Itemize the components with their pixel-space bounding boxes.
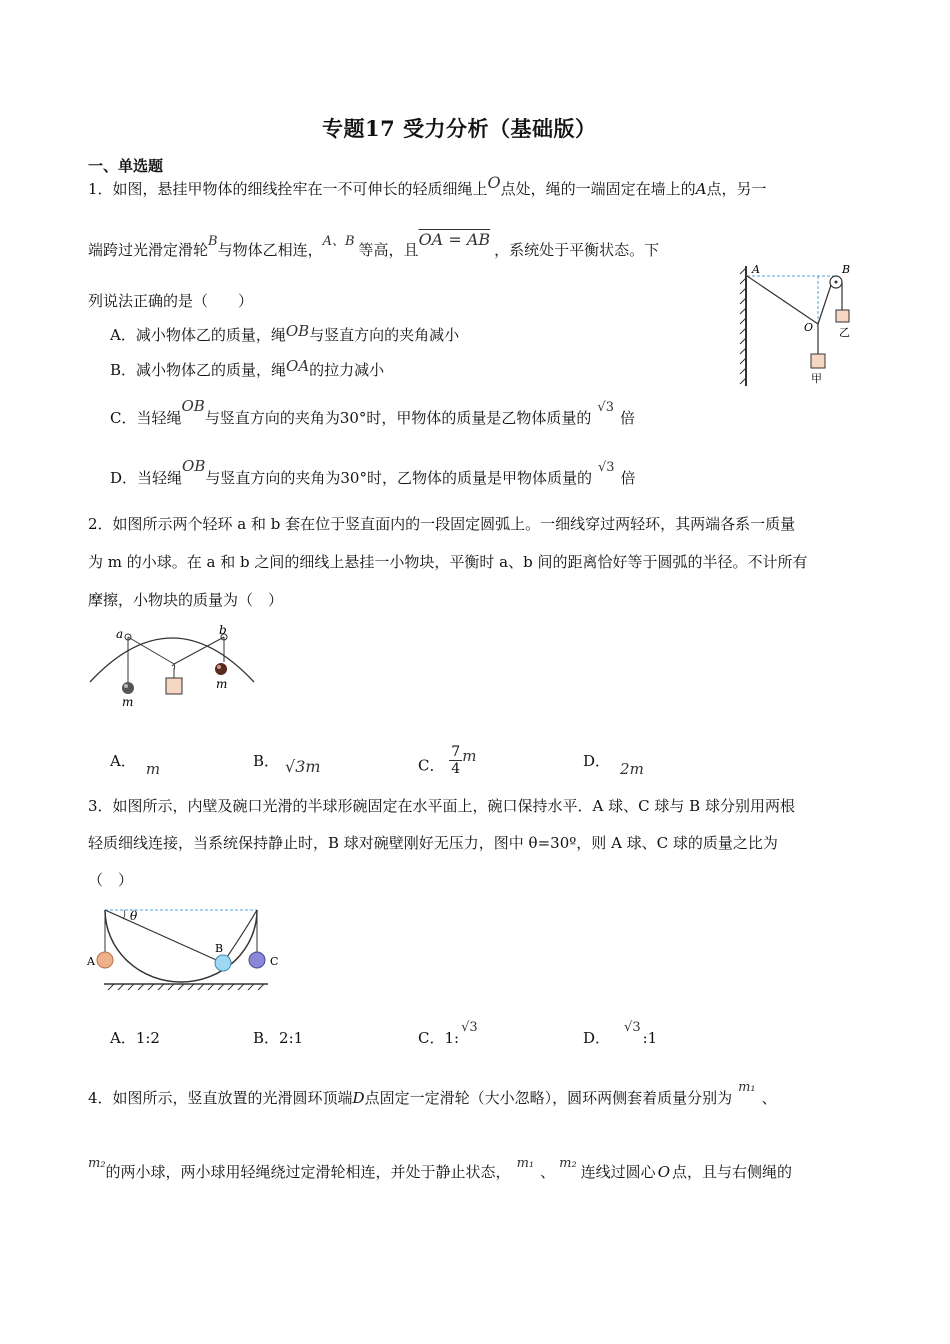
q2-option-c: C． $\frac{7}{4}$ m <box>418 744 477 777</box>
q1-option-d: D．当轻绳OB与竖直方向的夹角为30°时，乙物体的质量是甲物体质量的√3倍 <box>110 457 636 487</box>
page-title: 专题17 受力分析（基础版） <box>322 116 597 141</box>
q3-fig-label-c: C <box>270 955 279 968</box>
q1-fig-label-jia: 甲 <box>811 372 822 385</box>
q1-fig-label-a: A <box>752 263 760 276</box>
q1-line3: 列说法正确的是（ ） <box>88 292 254 310</box>
q3-fig-label-b: B <box>215 942 224 955</box>
q2-option-d: D． 2m <box>583 752 644 778</box>
q2-line2: 为 m 的小球。在 a 和 b 之间的细线上悬挂一小物块，平衡时 a、b 间的距离恰好等于圆弧的半径。不计所有 <box>88 553 808 571</box>
q2-fig-label-a: a <box>116 627 124 641</box>
q2-line1: 2．如图所示两个轻环 a 和 b 套在位于竖直面内的一段固定圆弧上。一细线穿过两轻环，其两端各系一质量 <box>88 515 796 533</box>
q4-line2: m₂的两小球，两小球用轻绳绕过定滑轮相连，并处于静止状态， m₁ 、 m₂ 连线过圆心 O 点，且与右侧绳的 <box>88 1156 793 1181</box>
q2-option-a: A． m <box>110 752 161 778</box>
q1-fig-label-yi: 乙 <box>839 326 850 339</box>
q3-fig-label-theta: θ <box>130 909 138 923</box>
q3-line1: 3．如图所示，内壁及碗口光滑的半球形碗固定在水平面上，碗口保持水平．A 球、C 球与 B 球分别用两根 <box>88 797 795 815</box>
q3-line2: 轻质细线连接，当系统保持静止时，B 球对碗壁刚好无压力，图中 θ=30º，则 A 球、C 球的质量之比为 <box>88 834 778 852</box>
q1-option-c: C．当轻绳OB与竖直方向的夹角为30°时，甲物体的质量是乙物体质量的√3倍 <box>110 397 635 427</box>
section-heading: 一、单选题 <box>88 157 164 175</box>
q1-figure <box>736 260 866 390</box>
q3-option-a: A．1:2 <box>110 1029 160 1047</box>
q2-fig-label-m-left: m <box>122 695 134 709</box>
q2-fig-label-b: b <box>219 623 227 637</box>
q1-line1: 1．如图，悬挂甲物体的细线拴牢在一不可伸长的轻质细绳上O点处，绳的一端固定在墙上的A点，另一 <box>88 173 767 198</box>
q3-fig-label-a: A <box>87 955 95 968</box>
q1-option-a: A．减小物体乙的质量，绳OB与竖直方向的夹角减小 <box>110 322 460 344</box>
q1-fig-label-b: B <box>842 263 851 276</box>
q3-line3: （ ） <box>88 871 134 889</box>
q1-line2: 端跨过光滑定滑轮B与物体乙相连，A、B 等高，且OA = AB，系统处于平衡状态。下 <box>88 230 660 259</box>
q2-fig-label-m-right: m <box>216 677 228 691</box>
q2-option-b: B． √3m <box>253 752 321 776</box>
q3-option-c: C．1:√3 <box>418 1020 478 1047</box>
q1-fig-label-o: O <box>804 321 814 334</box>
q1-option-b: B．减小物体乙的质量，绳OA的拉力减小 <box>110 357 385 379</box>
q2-figure <box>86 622 276 710</box>
q3-figure <box>84 902 284 996</box>
q3-option-b: B．2:1 <box>253 1029 304 1047</box>
q4-line1: 4．如图所示，竖直放置的光滑圆环顶端D点固定一定滑轮（大小忽略），圆环两侧套着质量分别为m₁、 <box>88 1080 777 1107</box>
q2-line3: 摩擦，小物块的质量为（ ） <box>88 591 284 609</box>
q3-option-d: D．√3:1 <box>583 1020 658 1047</box>
